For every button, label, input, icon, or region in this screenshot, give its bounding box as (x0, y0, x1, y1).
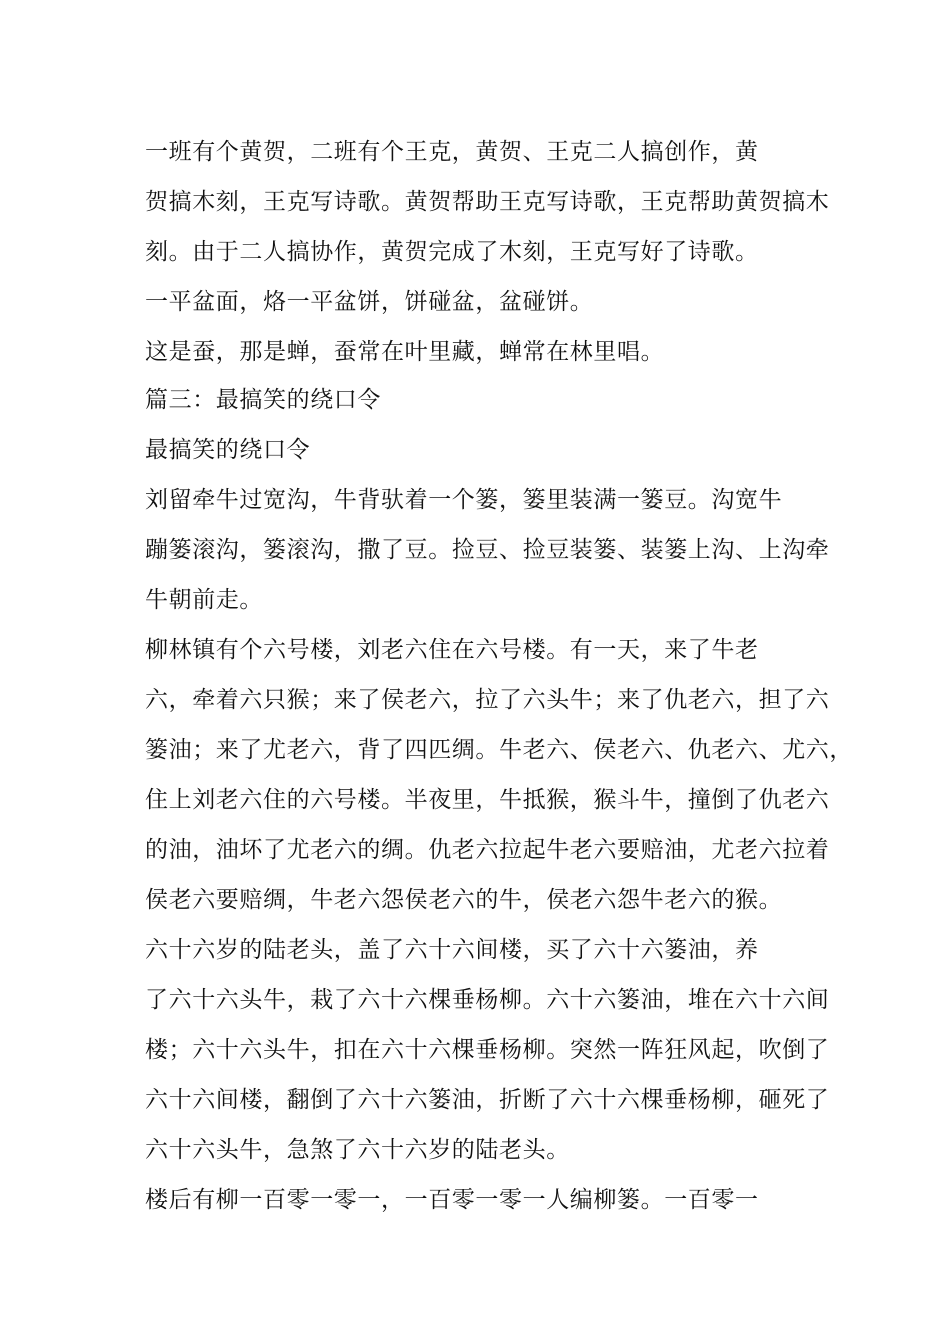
text-line: 牛朝前走。 (145, 587, 263, 613)
text-line: 六十六岁的陆老头，盖了六十六间楼，买了六十六篓油，养 (145, 937, 759, 963)
text-line: 一平盆面，烙一平盆饼，饼碰盆，盆碰饼。 (145, 289, 594, 315)
text-line: 篓油；来了尤老六，背了四匹绸。牛老六、侯老六、仇老六、尤六， (145, 737, 853, 763)
text-line: 贺搞木刻，王克写诗歌。黄贺帮助王克写诗歌，王克帮助黄贺搞木 (145, 189, 830, 215)
text-line: 六十六头牛，急煞了六十六岁的陆老头。 (145, 1137, 570, 1163)
text-line: 六十六间楼，翻倒了六十六篓油，折断了六十六棵垂杨柳，砸死了 (145, 1087, 830, 1113)
text-line: 六，牵着六只猴；来了侯老六，拉了六头牛；来了仇老六，担了六 (145, 687, 830, 713)
text-line: 蹦篓滚沟，篓滚沟，撒了豆。捡豆、捡豆装篓、装篓上沟、上沟牵 (145, 537, 830, 563)
text-line: 侯老六要赔绸，牛老六怨侯老六的牛，侯老六怨牛老六的猴。 (145, 887, 783, 913)
text-line: 柳林镇有个六号楼，刘老六住在六号楼。有一天，来了牛老 (145, 637, 759, 663)
text-line: 了六十六头牛，栽了六十六棵垂杨柳。六十六篓油，堆在六十六间 (145, 987, 830, 1013)
section-heading: 篇三：最搞笑的绕口令 (145, 387, 381, 413)
section-title: 最搞笑的绕口令 (145, 437, 311, 463)
text-line: 楼后有柳一百零一零一，一百零一零一人编柳篓。一百零一 (145, 1187, 759, 1213)
text-line: 楼；六十六头牛，扣在六十六棵垂杨柳。突然一阵狂风起，吹倒了 (145, 1037, 830, 1063)
text-line: 刘留牵牛过宽沟，牛背驮着一个篓，篓里装满一篓豆。沟宽牛 (145, 487, 783, 513)
text-line: 的油，油坏了尤老六的绸。仇老六拉起牛老六要赔油，尤老六拉着 (145, 837, 830, 863)
text-line: 一班有个黄贺，二班有个王克，黄贺、王克二人搞创作，黄 (145, 139, 759, 165)
text-line: 刻。由于二人搞协作，黄贺完成了木刻，王克写好了诗歌。 (145, 239, 759, 265)
text-line: 这是蚕，那是蝉，蚕常在叶里藏，蝉常在林里唱。 (145, 339, 665, 365)
text-line: 住上刘老六住的六号楼。半夜里，牛抵猴，猴斗牛，撞倒了仇老六 (145, 787, 830, 813)
